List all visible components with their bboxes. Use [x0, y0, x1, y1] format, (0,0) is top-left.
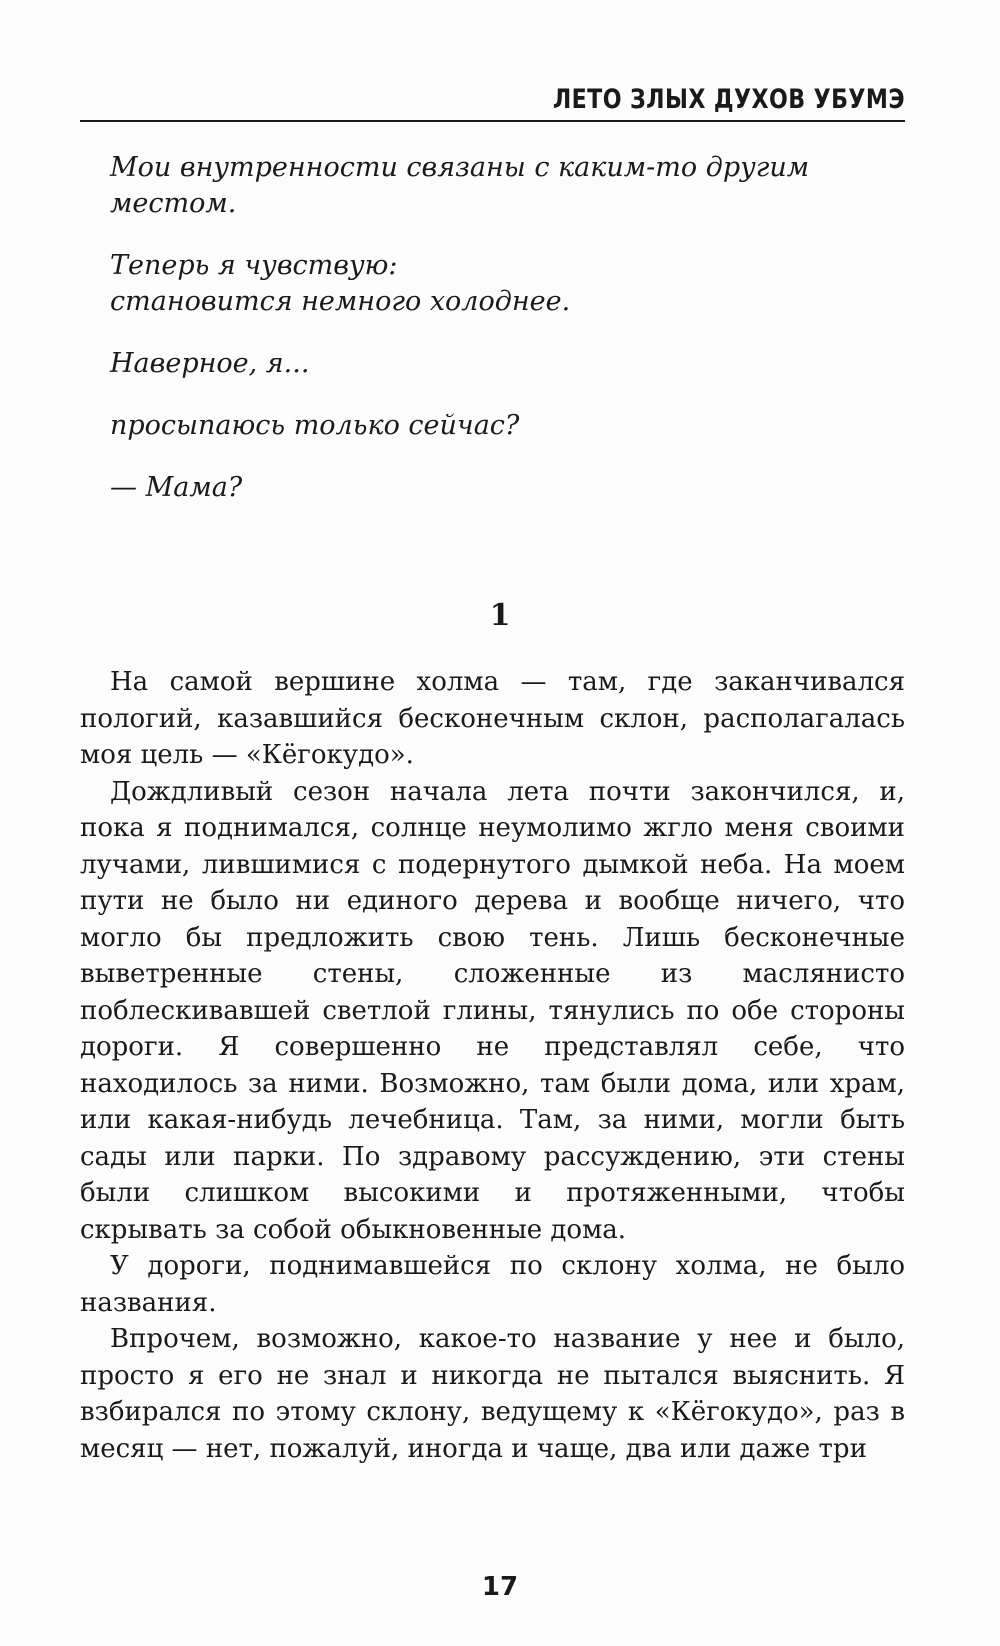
epigraph [110, 150, 905, 532]
page-number: 17 [481, 1572, 519, 1602]
epigraph-line: Мои внутренности связаны с каким-то другим местом. [110, 152, 810, 219]
paragraph: У дороги, поднимавшейся по склону холма, не было названия. [80, 1251, 905, 1318]
epigraph-line: Теперь я чувствую: становится немного холоднее. [110, 250, 571, 317]
chapter-number: 1 [489, 598, 511, 633]
epigraph-line: просыпаюсь только сейчас? [110, 410, 520, 441]
epigraph-line: — Мама? [110, 472, 243, 503]
chapter-body [80, 664, 905, 1467]
paragraph: На самой вершине холма — там, где заканчивался пологий, казавшийся бесконечным склон, располагалась моя цель — «Кёгокудо». [80, 667, 905, 770]
epigraph-line: Наверное, я... [110, 348, 310, 379]
running-head: ЛЕТО ЗЛЫХ ДУХОВ УБУМЭ [552, 84, 905, 115]
header-rule [80, 120, 905, 122]
paragraph: Дождливый сезон начала лета почти закончился, и, пока я поднимался, солнце неумолимо жгло меня своими лучами, лившимися с подернутого дымкой неба. На моем пути не было ни единого дерева и вообще ничего, что могло бы предложить свою тень. Лишь бесконечные выветренные стены, сложенные из маслянисто поблескивавшей светлой глины, тянулись по обе стороны дороги. Я совершенно не представлял себе, что находилось за ними. Возможно, там были дома, или храм, или какая-нибудь лечебница. Там, за ними, могли быть сады или парки. По здравому рассуждению, эти стены были слишком высокими и протяженными, чтобы скрывать за собой обыкновенные дома. [80, 776, 905, 1245]
paragraph: Впрочем, возможно, какое-то название у нее и было, просто я его не знал и никогда не пытался выяснить. Я взбирался по этому склону, ведущему к «Кёгокудо», раз в месяц — нет, пожалуй, иногда и чаще, два или даже три [80, 1324, 905, 1464]
